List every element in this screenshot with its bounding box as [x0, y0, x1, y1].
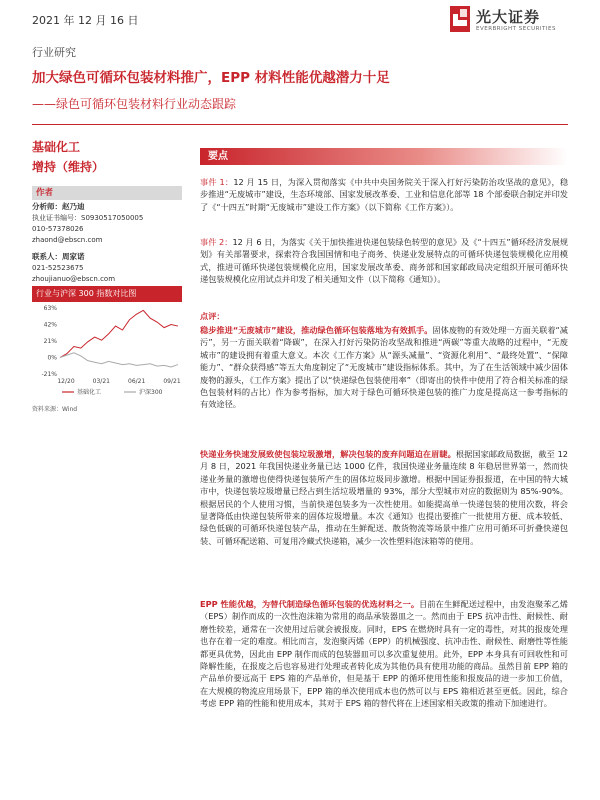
brand-logo	[450, 4, 580, 40]
event-2-label: 事件 2：	[200, 237, 233, 247]
legend-label: 基础化工	[77, 389, 102, 396]
y-tick-label: 42%	[43, 321, 57, 329]
event-1-text: 12 月 15 日，为深入贯彻落实《中共中央国务院关于深入打好污染防治攻坚战的意见》，稳步推进“无废城市”建设，生态环境部、国家发展改革委、工业和信息化部等 18 个部委联合制定并印发了《“十四五”时期“无废城市”建设工作方案》（以下简称《工作方案》）。	[200, 177, 569, 212]
analyst-name: 分析师：赵乃迪	[32, 202, 85, 211]
x-tick-label: 09/21	[163, 378, 181, 385]
chart-source: 资料来源：Wind	[32, 406, 78, 413]
analyst-email[interactable]: zhaond@ebscn.com	[32, 236, 103, 244]
series-line-0	[60, 310, 178, 357]
event-1-label: 事件 1：	[200, 177, 234, 187]
y-tick-label: 63%	[43, 305, 57, 312]
y-tick-label: -21%	[41, 371, 57, 378]
paragraph-1	[200, 324, 568, 411]
logo-subtext: EVERBRIGHT SECURITIES	[476, 26, 556, 32]
authors-header: 作者	[32, 186, 182, 200]
paragraph-2	[200, 448, 568, 547]
report-title: 加大绿色可循环包装材料推广，EPP 材料性能优越潜力十足	[32, 70, 390, 86]
legend-label: 沪深300	[139, 389, 163, 396]
y-tick-label: 0%	[47, 354, 57, 362]
x-tick-label: 12/20	[57, 378, 75, 385]
key-points-header: 要点	[200, 148, 568, 165]
event-2	[200, 236, 568, 286]
y-tick-label: 21%	[43, 338, 57, 345]
contact-name: 联系人：周家诺	[32, 252, 85, 261]
paragraph-3	[200, 598, 568, 710]
event-2-text: 12 月 6 日，为落实《关于加快推进快递包装绿色转型的意见》及《“十四五”循环经济发展规划》有关部署要求，探索符合我国国情和电子商务、快递业发展特点的可循环快递包装规模化应用模式，推进可循环快递包装规模化应用，国家发展改革委、商务部和国家邮政局决定组织开展可循环快递包装规模化应用试点并印发了相关通知文件（以下简称《通知》）。	[200, 237, 569, 285]
event-1	[200, 176, 568, 213]
sun-logo-icon	[450, 6, 470, 32]
paragraph-1-text: 固体废物的有效处理一方面关联着“减污”，另一方面关联着“降碳”，在深入打好污染防治攻坚战和推进“两碳”等重大战略的过程中，“无废城市”的建设拥有着重大意义。本次《工作方案》从“源头减量”、“资源化利用”、“最终处置”、“保障能力”、“群众获得感”等五大角度制定了“无废城市”建设指标体系。其中，为了在生活领域中减少固体废物的源头，《工作方案》提出了以“快递绿色包装使用率”（即寄出的快件中使用了符合相关标准的绿色包装材料的占比）作为参考指标，加大对于绿色可循环快递包装的推广力度是提高这一参考指标的有效途径。	[200, 325, 568, 410]
contact-email[interactable]: zhoujianuo@ebscn.com	[32, 275, 116, 283]
report-subtitle: ——绿色可循环包装材料行业动态跟踪	[32, 97, 237, 111]
paragraph-1-lead: 稳步推进“无废城市”建设，推动绿色循环包装落地为有效抓手。	[200, 325, 433, 335]
paragraph-3-lead: EPP 性能优越，为替代制造绿色循环包装的优选材料之一。	[200, 599, 420, 609]
sector-name: 基础化工	[32, 140, 81, 154]
title-divider	[32, 124, 568, 125]
paragraph-3-text: 目前在生鲜配送过程中，由发泡聚苯乙烯（EPS）制作而成的一次性泡沫箱为常用的商品承装器皿之一。然而由于 EPS 抗冲击性、耐候性、耐磨性较差，通常在一次使用过后就会被报废。同时，EPS 在燃烧时具有一定的毒性，对其的报废处理也存在着一定的难度。相比而言，发泡聚丙烯（EPP）的机械强度、抗冲击性、耐候性、耐磨性等性能都更具优势，因此由 EPP 制作而成的包装器皿可以多次重复使用。此外，EPP 本身具有可回收性和可降解性能，在报废之后也容易进行处理或者转化成为其他仍具有使用功能的商品。虽然目前 EPP 箱的产品单价要远高于 EPS 箱的产品单价，但是基于 EPP 的循环使用性能和报废品的进一步加工价值，在大规模的物流应用场景下，EPP 箱的单次使用成本也仍然可以与 EPS 箱相近甚至更低。因此，综合考虑 EPP 箱的性能和使用成本，其对于 EPS 箱的替代将在上述国家相关政策的推动下加速进行。	[200, 599, 568, 709]
series-line-1	[60, 353, 178, 367]
logo-text: 光大证券	[476, 8, 541, 26]
analyst-phone: 010-57378026	[32, 225, 84, 233]
index-comparison-chart	[32, 302, 182, 402]
paragraph-2-lead: 快递业务快速发展致使包装垃圾激增，解决包装的废弃问题迫在眉睫。	[200, 449, 456, 459]
x-tick-label: 03/21	[92, 378, 110, 385]
contact-phone: 021-52523675	[32, 264, 84, 272]
section-label: 行业研究	[32, 46, 76, 59]
analyst-cert: 执业证书编号：S0930517050005	[32, 214, 144, 222]
x-tick-label: 06/21	[128, 378, 146, 385]
comment-label: 点评：	[200, 311, 225, 321]
rating: 增持（维持）	[32, 160, 105, 174]
report-date: 2021 年 12 月 16 日	[32, 14, 139, 27]
paragraph-2-text: 根据国家邮政局数据，截至 12 月 8 日，2021 年我国快递业务量已达 1000 亿件，我国快递业务量连续 8 年稳居世界第一，然而快递业务量的激增也使得快递包装所产生的固体垃圾同步激增。根据中国证券报报道，在中国的特大城市中，快递包装垃圾增量已经占到生活垃圾增量的 93%，部分大型城市对应的数据则为 85%-90%。根据居民的个人使用习惯，当前快递包装多为一次性使用。如能提高单一快递包装的使用次数，将会显著降低由快递包装所带来的固体垃圾增量。本次《通知》也提出要推广一批使用方便、成本较低、绿色低碳的可循环快递包装产品，推动在生鲜配送、散货物流等场景中推广应用可循环可折叠快递包装、可循环配送箱、可复用冷藏式快递箱，减少一次性塑料泡沫箱等的使用。	[200, 449, 568, 546]
chart-header: 行业与沪深 300 指数对比图	[32, 286, 182, 302]
